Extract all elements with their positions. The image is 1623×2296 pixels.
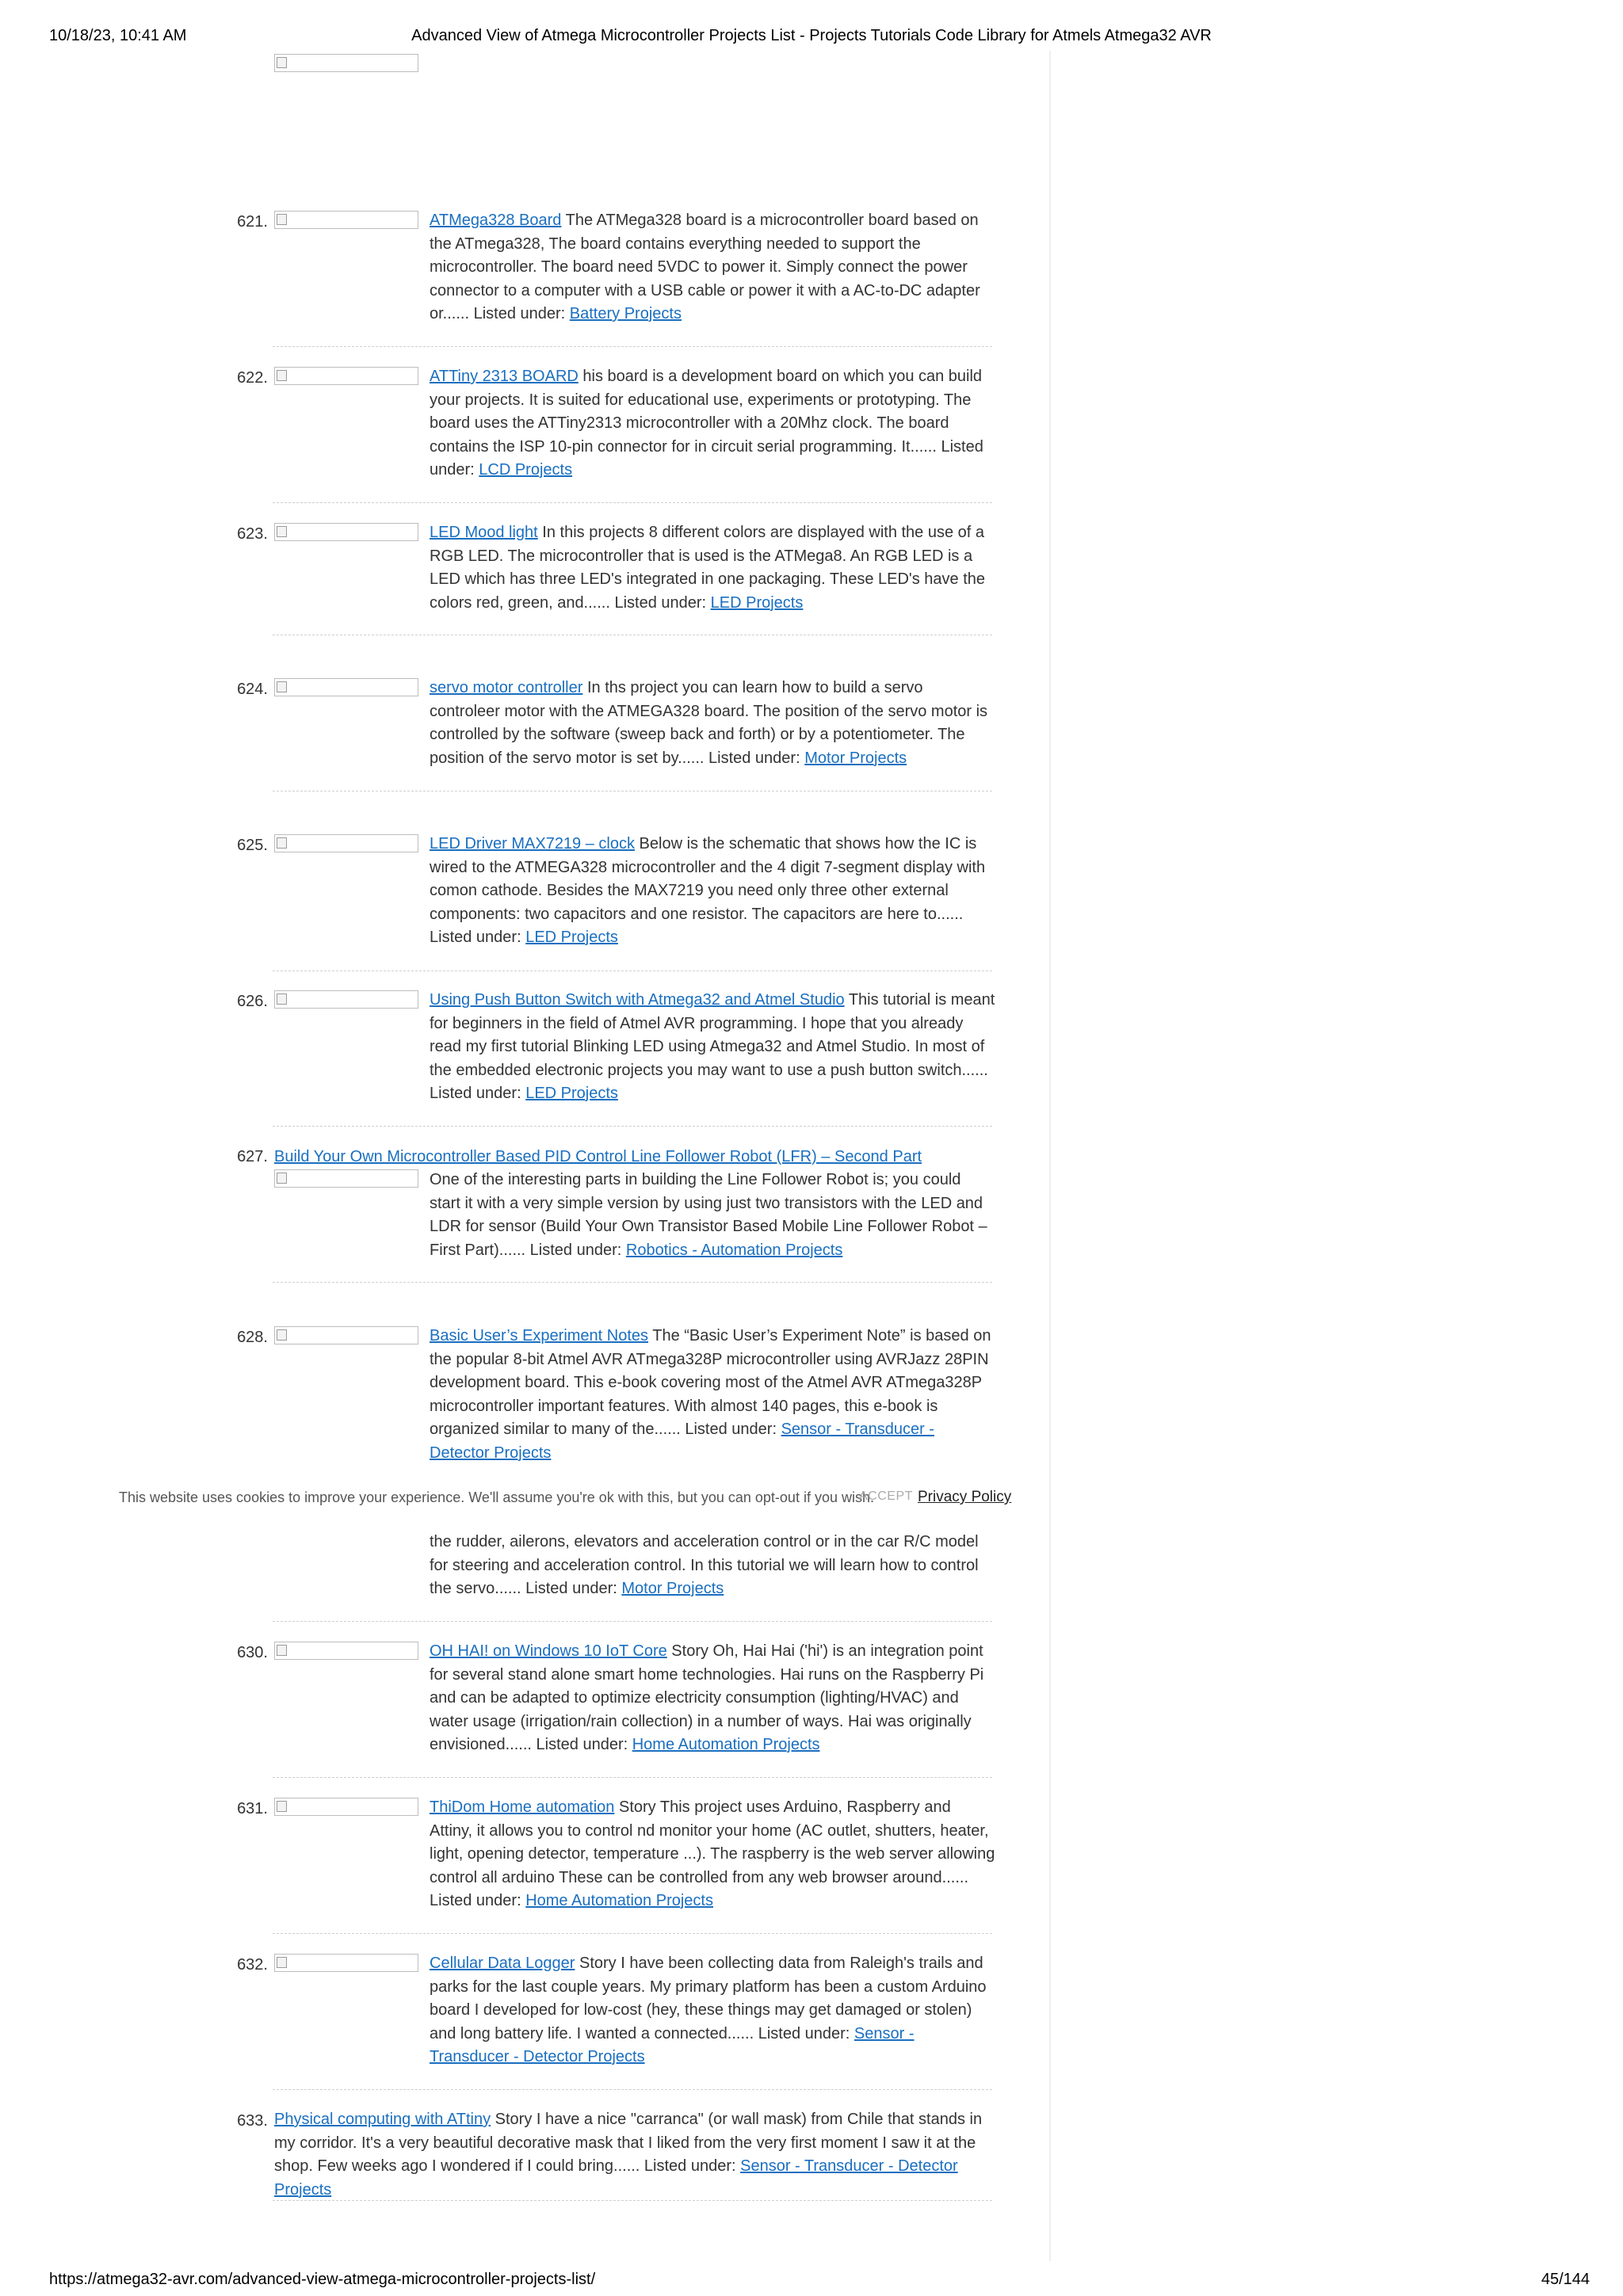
project-title-link[interactable]: ATMega328 Board bbox=[430, 212, 562, 229]
entry-number: 632. bbox=[237, 1956, 268, 1974]
cookie-message: This website uses cookies to improve your experience. We'll assume you're ok with this, but you can opt-out if you wish. bbox=[119, 1489, 874, 1505]
project-title-link[interactable]: OH HAI! on Windows 10 IoT Core bbox=[430, 1642, 667, 1660]
project-thumbnail-image[interactable] bbox=[274, 1169, 418, 1188]
list-item bbox=[430, 1640, 995, 1757]
project-thumbnail-image[interactable] bbox=[274, 523, 418, 541]
project-title-link[interactable]: Using Push Button Switch with Atmega32 and Atmel Studio bbox=[430, 991, 845, 1009]
entry-separator bbox=[273, 1282, 992, 1283]
project-thumbnail-image[interactable] bbox=[274, 1326, 418, 1344]
list-item bbox=[430, 365, 995, 482]
category-link[interactable]: LCD Projects bbox=[479, 461, 573, 479]
project-description: In this projects 8 different colors are displayed with the use of a RGB LED. The microcontroller that is used is the ATMega8. An RGB LED is a LED which has three LED's integrated in one packaging. These LED's have the colors red, green, and...... Listed under: bbox=[430, 524, 986, 612]
project-description: The ATMega328 board is a microcontroller board based on the ATmega328, The board contains everything needed to support the microcontroller. The board need 5VDC to power it. Simply connect the power connector to a computer with a USB cable or power it with a AC-to-DC adapter or...... Listed under: bbox=[430, 212, 980, 322]
list-item-title-row bbox=[274, 1146, 997, 1169]
entry-number: 633. bbox=[237, 2112, 268, 2130]
entry-separator bbox=[273, 502, 992, 503]
project-title-link[interactable]: Basic User’s Experiment Notes bbox=[430, 1327, 649, 1344]
category-link[interactable]: LED Projects bbox=[525, 929, 618, 946]
project-title-link[interactable]: LED Mood light bbox=[430, 524, 538, 541]
project-title-link[interactable]: Build Your Own Microcontroller Based PID Control Line Follower Robot (LFR) – Second Part bbox=[274, 1148, 922, 1165]
print-page-title: Advanced View of Atmega Microcontroller Projects List - Projects Tutorials Code Library for Atmels Atmega32 AVR bbox=[411, 27, 1212, 44]
project-description: Story I have a nice "carranca" (or wall mask) from Chile that stands in my corridor. It's a very beautiful decorative mask that I liked from the very first moment I saw it at the shop. Few weeks ago I wondered if I could bring...... Listed under: bbox=[274, 2111, 983, 2175]
category-link[interactable]: Home Automation Projects bbox=[525, 1892, 713, 1909]
category-link[interactable]: Sensor - Transducer - Detector Projects bbox=[430, 2024, 915, 2065]
entry-number: 625. bbox=[237, 837, 268, 854]
entry-number: 627. bbox=[237, 1148, 268, 1165]
entry-number: 628. bbox=[237, 1329, 268, 1346]
list-item bbox=[430, 1952, 995, 2069]
project-description: Story Oh, Hai Hai ('hi') is an integration point for several stand alone smart home technologies. Hai runs on the Raspberry Pi and can be adapted to optimize electricity consumption (lighting/HVAC) and water usage (irrigation/rain collection) in a number of ways. Hai was originally envisioned...... Listed under: bbox=[430, 1642, 984, 1753]
project-title-link[interactable]: ATTiny 2313 BOARD bbox=[430, 368, 579, 385]
category-link[interactable]: Battery Projects bbox=[569, 305, 682, 322]
entry-number: 624. bbox=[237, 681, 268, 698]
project-thumbnail-image[interactable] bbox=[274, 834, 418, 852]
list-item bbox=[430, 989, 995, 1106]
entry-separator bbox=[273, 2089, 992, 2090]
list-item bbox=[430, 677, 995, 770]
entry-number: 630. bbox=[237, 1644, 268, 1661]
project-thumbnail-image[interactable] bbox=[274, 1798, 418, 1816]
project-title-link[interactable]: Physical computing with ATtiny bbox=[274, 2111, 491, 2128]
list-item bbox=[274, 2108, 997, 2202]
project-description: his board is a development board on which you can build your projects. It is suited for educational use, experiments or prototyping. The board uses the ATTiny2313 microcontroller with a 20Mhz clock. The board contains the ISP 10-pin connector for in circuit serial programming. It...... Listed under: bbox=[430, 368, 983, 479]
list-item bbox=[430, 1531, 995, 1601]
cookie-consent-bar bbox=[0, 1478, 1049, 1520]
category-link[interactable]: Motor Projects bbox=[621, 1580, 724, 1597]
entry-separator bbox=[273, 2200, 992, 2201]
project-description: Story I have been collecting data from Raleigh's trails and parks for the last couple years. My primary platform has been a custom Arduino board I developed for low-cost (hey, these things may get damaged or stolen) and long battery life. I wanted a connected...... Listed under: bbox=[430, 1955, 987, 2042]
entry-separator bbox=[273, 1126, 992, 1127]
project-thumbnail-image[interactable] bbox=[274, 1642, 418, 1660]
project-title-link[interactable]: ThiDom Home automation bbox=[430, 1798, 615, 1816]
project-thumbnail-image[interactable] bbox=[274, 1954, 418, 1972]
cookie-accept-button[interactable]: ACCEPT bbox=[859, 1489, 913, 1503]
project-title-link[interactable]: Cellular Data Logger bbox=[430, 1955, 575, 1972]
project-thumbnail-image[interactable] bbox=[274, 211, 418, 229]
project-thumbnail-image[interactable] bbox=[274, 990, 418, 1009]
entry-number: 623. bbox=[237, 525, 268, 543]
entry-separator bbox=[273, 346, 992, 347]
category-link[interactable]: Motor Projects bbox=[804, 749, 907, 767]
privacy-policy-link[interactable]: Privacy Policy bbox=[918, 1489, 1012, 1505]
project-description: This tutorial is meant for beginners in the field of Atmel AVR programming. I hope that you already read my first tutorial Blinking LED using Atmega32 and Atmel Studio. In most of the embedded electronic projects you may want to use a push button switch...... Listed under: bbox=[430, 991, 995, 1102]
entry-separator bbox=[273, 1621, 992, 1622]
project-description: In ths project you can learn how to build a servo controleer motor with the ATMEGA328 board. The position of the servo motor is controlled by the software (sweep back and forth) or by a potentiometer. The position of the servo motor is set by...... Listed under: bbox=[430, 679, 988, 767]
project-thumbnail-image[interactable] bbox=[274, 678, 418, 696]
print-datetime: 10/18/23, 10:41 AM bbox=[49, 27, 187, 44]
entry-number: 631. bbox=[237, 1800, 268, 1817]
list-item bbox=[430, 1325, 995, 1465]
print-page-number: 45/144 bbox=[1541, 2271, 1590, 2288]
category-link[interactable]: Sensor - Transducer - Detector Projects bbox=[430, 1421, 934, 1462]
print-footer bbox=[0, 2271, 1623, 2294]
project-description: the rudder, ailerons, elevators and acceleration control or in the car R/C model for steering and acceleration control. In this tutorial we will learn how to control the servo...... Listed under: bbox=[430, 1533, 979, 1597]
category-link[interactable]: LED Projects bbox=[710, 593, 804, 612]
project-description: Below is the schematic that shows how the IC is wired to the ATMEGA328 microcontroller and the 4 digit 7-segment display with comon cathode. Besides the MAX7219 you need only three other external components: two capacitors and one resistor. The capacitors are here to...... Listed under: bbox=[430, 835, 986, 946]
category-link[interactable]: Sensor - Transducer - Detector Projects bbox=[274, 2157, 958, 2199]
project-title-link[interactable]: servo motor controller bbox=[430, 679, 583, 696]
project-description: The “Basic User’s Experiment Note” is based on the popular 8-bit Atmel AVR ATmega328P microcontroller using AVRJazz 28PIN development board. This e-book covering most of the Atmel AVR ATmega328P microcontroller important features. With almost 140 pages, this e-book is organized similar to many of the...... Listed under: bbox=[430, 1327, 991, 1438]
list-item bbox=[430, 833, 995, 950]
list-item bbox=[430, 521, 995, 615]
print-url: https://atmega32-avr.com/advanced-view-atmega-microcontroller-projects-list/ bbox=[49, 2271, 596, 2288]
entry-separator bbox=[273, 1777, 992, 1778]
entry-number: 622. bbox=[237, 369, 268, 387]
project-description: Story This project uses Arduino, Raspberry and Attiny, it allows you to control nd monitor your home (AC outlet, shutters, heater, light, opening detector, temperature ...). The raspberry is the web server allowing control all arduino These can be controlled from any web browser around...... Listed under: bbox=[430, 1798, 995, 1909]
list-item bbox=[430, 1169, 995, 1262]
list-item bbox=[430, 1796, 995, 1913]
project-thumbnail-image[interactable] bbox=[274, 367, 418, 385]
category-link[interactable]: Home Automation Projects bbox=[632, 1736, 820, 1753]
list-item bbox=[430, 209, 995, 326]
entry-number: 621. bbox=[237, 213, 268, 231]
entry-separator bbox=[273, 1933, 992, 1934]
category-link[interactable]: Robotics - Automation Projects bbox=[625, 1241, 843, 1259]
project-description: One of the interesting parts in building the Line Follower Robot is; you could start it with a very simple version by using just two transistors with the LED and LDR for sensor (Build Your Own Transistor Based Mobile Line Follower Robot – First Part)...... Listed under: bbox=[430, 1171, 987, 1259]
category-link[interactable]: LED Projects bbox=[525, 1085, 618, 1102]
project-title-link[interactable]: LED Driver MAX7219 – clock bbox=[430, 835, 635, 852]
entry-number: 626. bbox=[237, 993, 268, 1010]
project-thumbnail-image[interactable] bbox=[274, 54, 418, 72]
